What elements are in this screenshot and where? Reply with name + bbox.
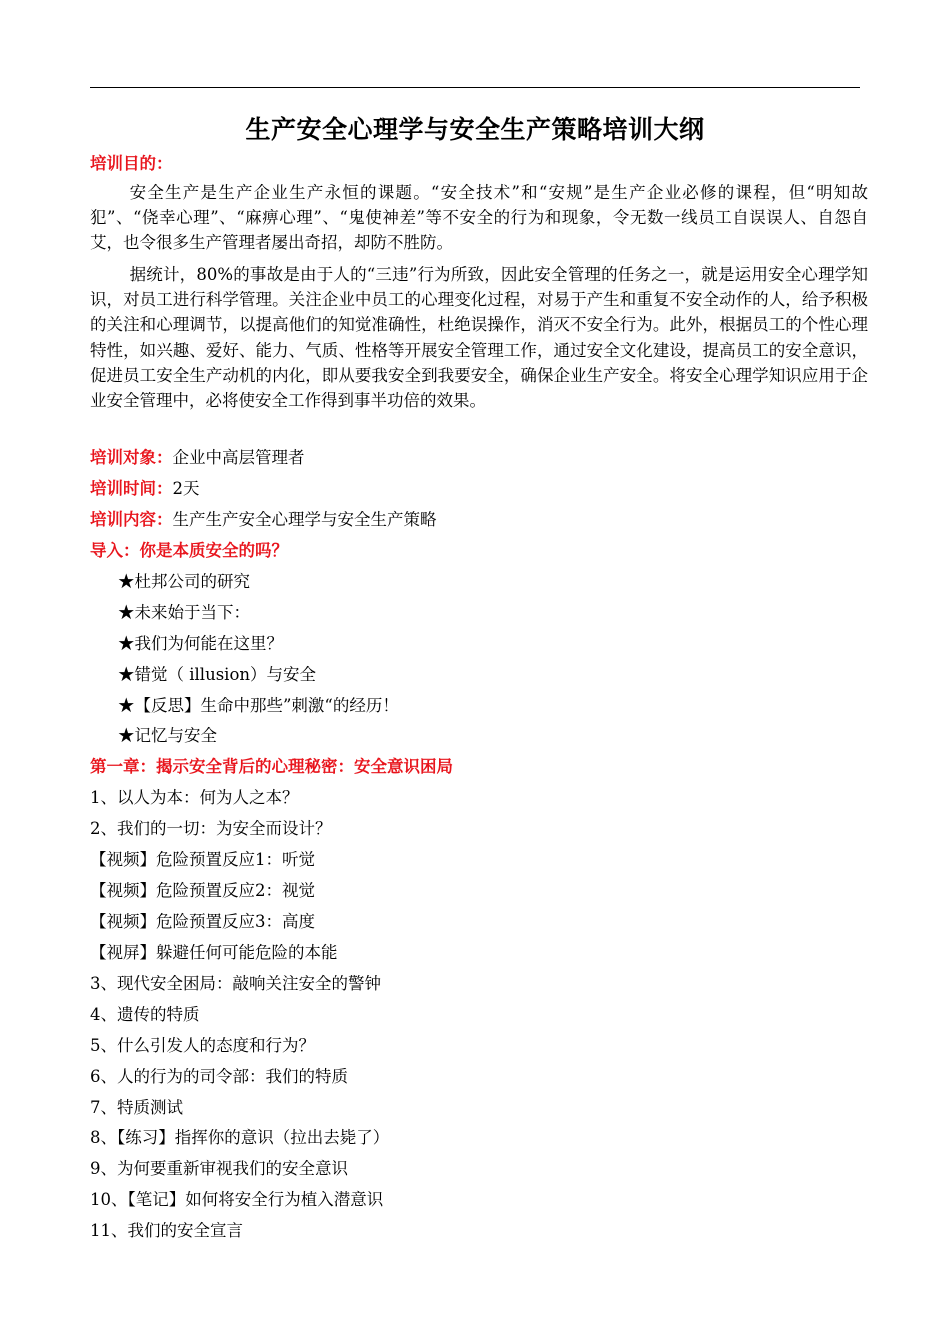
intro-heading: 导入：你是本质安全的吗？	[90, 541, 288, 560]
duration-value: 2天	[172, 479, 200, 498]
chapter1-item: 11、我们的安全宣言	[90, 1221, 243, 1240]
intro-item: ★错觉（ illusion）与安全	[118, 665, 317, 684]
audience-label: 培训对象：	[90, 448, 173, 467]
intro-item: ★我们为何能在这里？	[118, 634, 283, 653]
header-rule	[90, 87, 860, 88]
chapter1-item: 9、为何要重新审视我们的安全意识	[90, 1159, 348, 1178]
duration-row	[90, 475, 200, 499]
chapter1-item: 2、我们的一切：为安全而设计？	[90, 819, 332, 838]
chapter1-heading: 第一章：揭示安全背后的心理秘密：安全意识困局	[90, 757, 453, 776]
chapter1-item: 8、【练习】指挥你的意识（拉出去毙了）	[90, 1128, 390, 1147]
chapter1-item: 3、现代安全困局：敲响关注安全的警钟	[90, 974, 381, 993]
audience-value: 企业中高层管理者	[172, 448, 305, 467]
purpose-paragraph-2: 据统计，80%的事故是由于人的“三违”行为所致，因此安全管理的任务之一，就是运用安全心理学知识，对员工进行科学管理。关注企业中员工的心理变化过程，对易于产生和重复不安全动作的人，给予积极的关注和心理调节，以提高他们的知觉准确性，杜绝误操作，消灭不安全行为。此外，根据员工的个性心理特性，如兴趣、爱好、能力、气质、性格等开展安全管理工作，通过安全文化建设，提高员工的安全意识，促进员工安全生产动机的内化，即从要我安全到我要安全，确保企业生产安全。将安全心理学知识应用于企业安全管理中，必将使安全工作得到事半功倍的效果。	[90, 265, 868, 411]
content-row	[90, 506, 437, 530]
intro-item: ★【反思】生命中那些”刺激“的经历！	[118, 696, 399, 715]
chapter1-item: 7、特质测试	[90, 1098, 183, 1117]
intro-item: ★杜邦公司的研究	[118, 572, 250, 591]
chapter1-item: 10、【笔记】如何将安全行为植入潜意识	[90, 1190, 384, 1209]
content-label: 培训内容：	[90, 510, 173, 529]
content-value: 生产生产安全心理学与安全生产策略	[172, 510, 437, 529]
chapter1-item: 【视频】危险预置反应2：视觉	[90, 881, 315, 900]
intro-item: ★未来始于当下：	[118, 603, 250, 622]
duration-label: 培训时间：	[90, 479, 173, 498]
document-title: 生产安全心理学与安全生产策略培训大纲	[245, 115, 705, 144]
chapter1-item: 【视屏】躲避任何可能危险的本能	[90, 943, 338, 962]
audience-row	[90, 444, 305, 468]
chapter1-item: 【视频】危险预置反应3：高度	[90, 912, 315, 931]
chapter1-item: 1、以人为本：何为人之本？	[90, 788, 299, 807]
purpose-body-2	[90, 262, 868, 413]
intro-item: ★记忆与安全	[118, 726, 217, 745]
purpose-body	[90, 180, 868, 256]
chapter1-item: 4、遗传的特质	[90, 1005, 200, 1024]
chapter1-item: 【视频】危险预置反应1：听觉	[90, 850, 315, 869]
chapter1-item: 5、什么引发人的态度和行为？	[90, 1036, 315, 1055]
purpose-paragraph-1: 安全生产是生产企业生产永恒的课题。“安全技术”和“安规”是生产企业必修的课程，但“明知故犯”、“侥幸心理”、“麻痹心理”、“鬼使神差”等不安全的行为和现象，令无数一线员工自误误人、自怨自艾，也令很多生产管理者屡出奇招，却防不胜防。	[90, 183, 868, 253]
chapter1-item: 6、人的行为的司令部：我们的特质	[90, 1067, 348, 1086]
purpose-label: 培训目的：	[90, 154, 173, 173]
